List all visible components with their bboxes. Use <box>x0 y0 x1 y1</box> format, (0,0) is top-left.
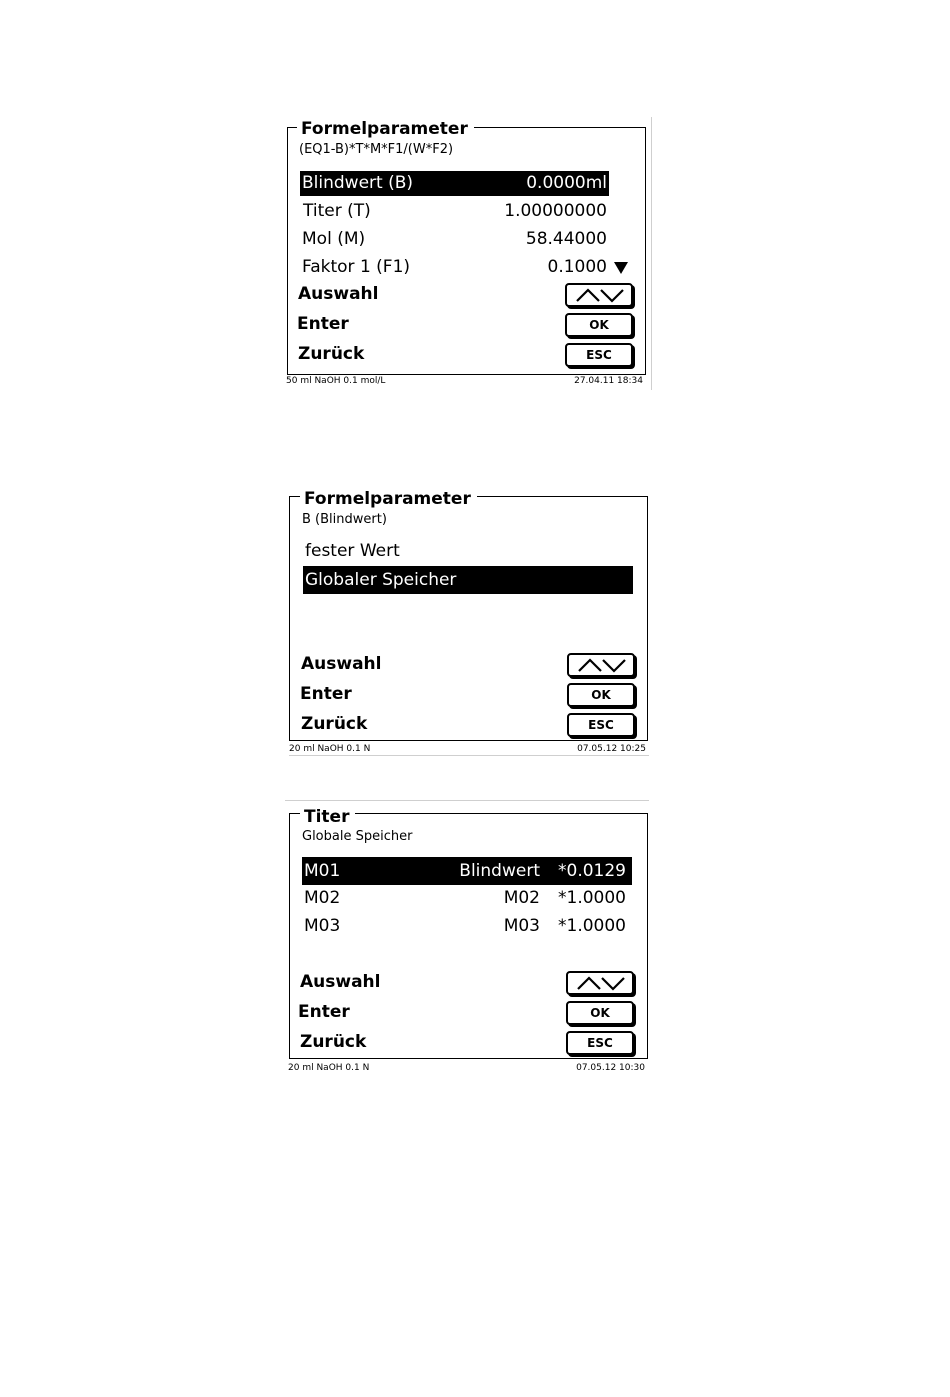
ok-button[interactable]: OK <box>567 683 635 707</box>
memory-value: *1.0000 <box>558 916 626 936</box>
option-label: Globaler Speicher <box>305 570 457 590</box>
memory-row-m03[interactable] <box>302 914 632 939</box>
dialog-subtitle: B (Blindwert) <box>302 512 387 527</box>
dialog-title: Formelparameter <box>297 119 474 139</box>
screen-edge <box>285 800 649 801</box>
status-method: 20 ml NaOH 0.1 N <box>289 744 371 754</box>
esc-button[interactable]: ESC <box>565 343 633 367</box>
select-label: Auswahl <box>298 284 379 304</box>
back-label: Zurück <box>300 1032 367 1052</box>
memory-value: *0.0129 <box>558 861 626 881</box>
memory-id: M02 <box>304 888 341 908</box>
memory-row-m02[interactable] <box>302 886 632 911</box>
up-down-arrows-icon <box>572 975 628 991</box>
select-button[interactable] <box>565 283 633 307</box>
status-method: 50 ml NaOH 0.1 mol/L <box>286 376 386 386</box>
dialog-title: Titer <box>300 807 355 827</box>
memory-name: M02 <box>503 888 540 908</box>
option-fixed-value[interactable] <box>303 539 633 564</box>
screen-edge <box>651 117 652 390</box>
memory-name: M03 <box>503 916 540 936</box>
ok-button[interactable]: OK <box>566 1001 634 1025</box>
status-datetime: 07.05.12 10:30 <box>576 1063 645 1073</box>
back-label: Zurück <box>298 344 365 364</box>
dialog-subtitle: (EQ1-B)*T*M*F1/(W*F2) <box>299 142 454 157</box>
screen-blank-value-source <box>283 486 653 761</box>
param-value: 0.0000ml <box>526 173 607 193</box>
screen-global-memory <box>283 798 653 1080</box>
param-row-titer[interactable] <box>300 199 609 224</box>
dialog-subtitle: Globale Speicher <box>302 829 413 844</box>
param-label: Titer (T) <box>303 201 371 221</box>
param-label: Blindwert (B) <box>302 173 414 193</box>
dialog-title: Formelparameter <box>300 489 477 509</box>
screen-edge <box>289 755 649 756</box>
status-datetime: 07.05.12 10:25 <box>577 744 646 754</box>
ok-button[interactable]: OK <box>565 313 633 337</box>
select-label: Auswahl <box>301 654 382 674</box>
memory-value: *1.0000 <box>558 888 626 908</box>
option-global-memory[interactable] <box>303 566 633 594</box>
param-value: 1.00000000 <box>504 201 607 221</box>
screen-formula-parameters <box>283 117 653 390</box>
param-label: Mol (M) <box>302 229 366 249</box>
back-label: Zurück <box>301 714 368 734</box>
select-label: Auswahl <box>300 972 381 992</box>
enter-label: Enter <box>297 314 349 334</box>
param-row-factor-1[interactable] <box>300 255 609 280</box>
esc-button[interactable]: ESC <box>567 713 635 737</box>
param-row-mol[interactable] <box>300 227 609 252</box>
memory-id: M03 <box>304 916 341 936</box>
triangle-down-icon <box>614 262 628 274</box>
up-down-arrows-icon <box>571 287 627 303</box>
select-button[interactable] <box>566 971 634 995</box>
memory-id: M01 <box>304 861 341 881</box>
enter-label: Enter <box>298 1002 350 1022</box>
memory-name: Blindwert <box>459 861 540 881</box>
option-label: fester Wert <box>305 541 400 561</box>
enter-label: Enter <box>300 684 352 704</box>
status-method: 20 ml NaOH 0.1 N <box>288 1063 370 1073</box>
param-row-blank-value[interactable] <box>300 171 609 196</box>
esc-button[interactable]: ESC <box>566 1031 634 1055</box>
param-value: 0.1000 <box>547 257 607 277</box>
memory-row-m01[interactable] <box>302 857 632 885</box>
up-down-arrows-icon <box>573 657 629 673</box>
param-value: 58.44000 <box>525 229 607 249</box>
select-button[interactable] <box>567 653 635 677</box>
status-datetime: 27.04.11 18:34 <box>574 376 643 386</box>
param-label: Faktor 1 (F1) <box>302 257 411 277</box>
